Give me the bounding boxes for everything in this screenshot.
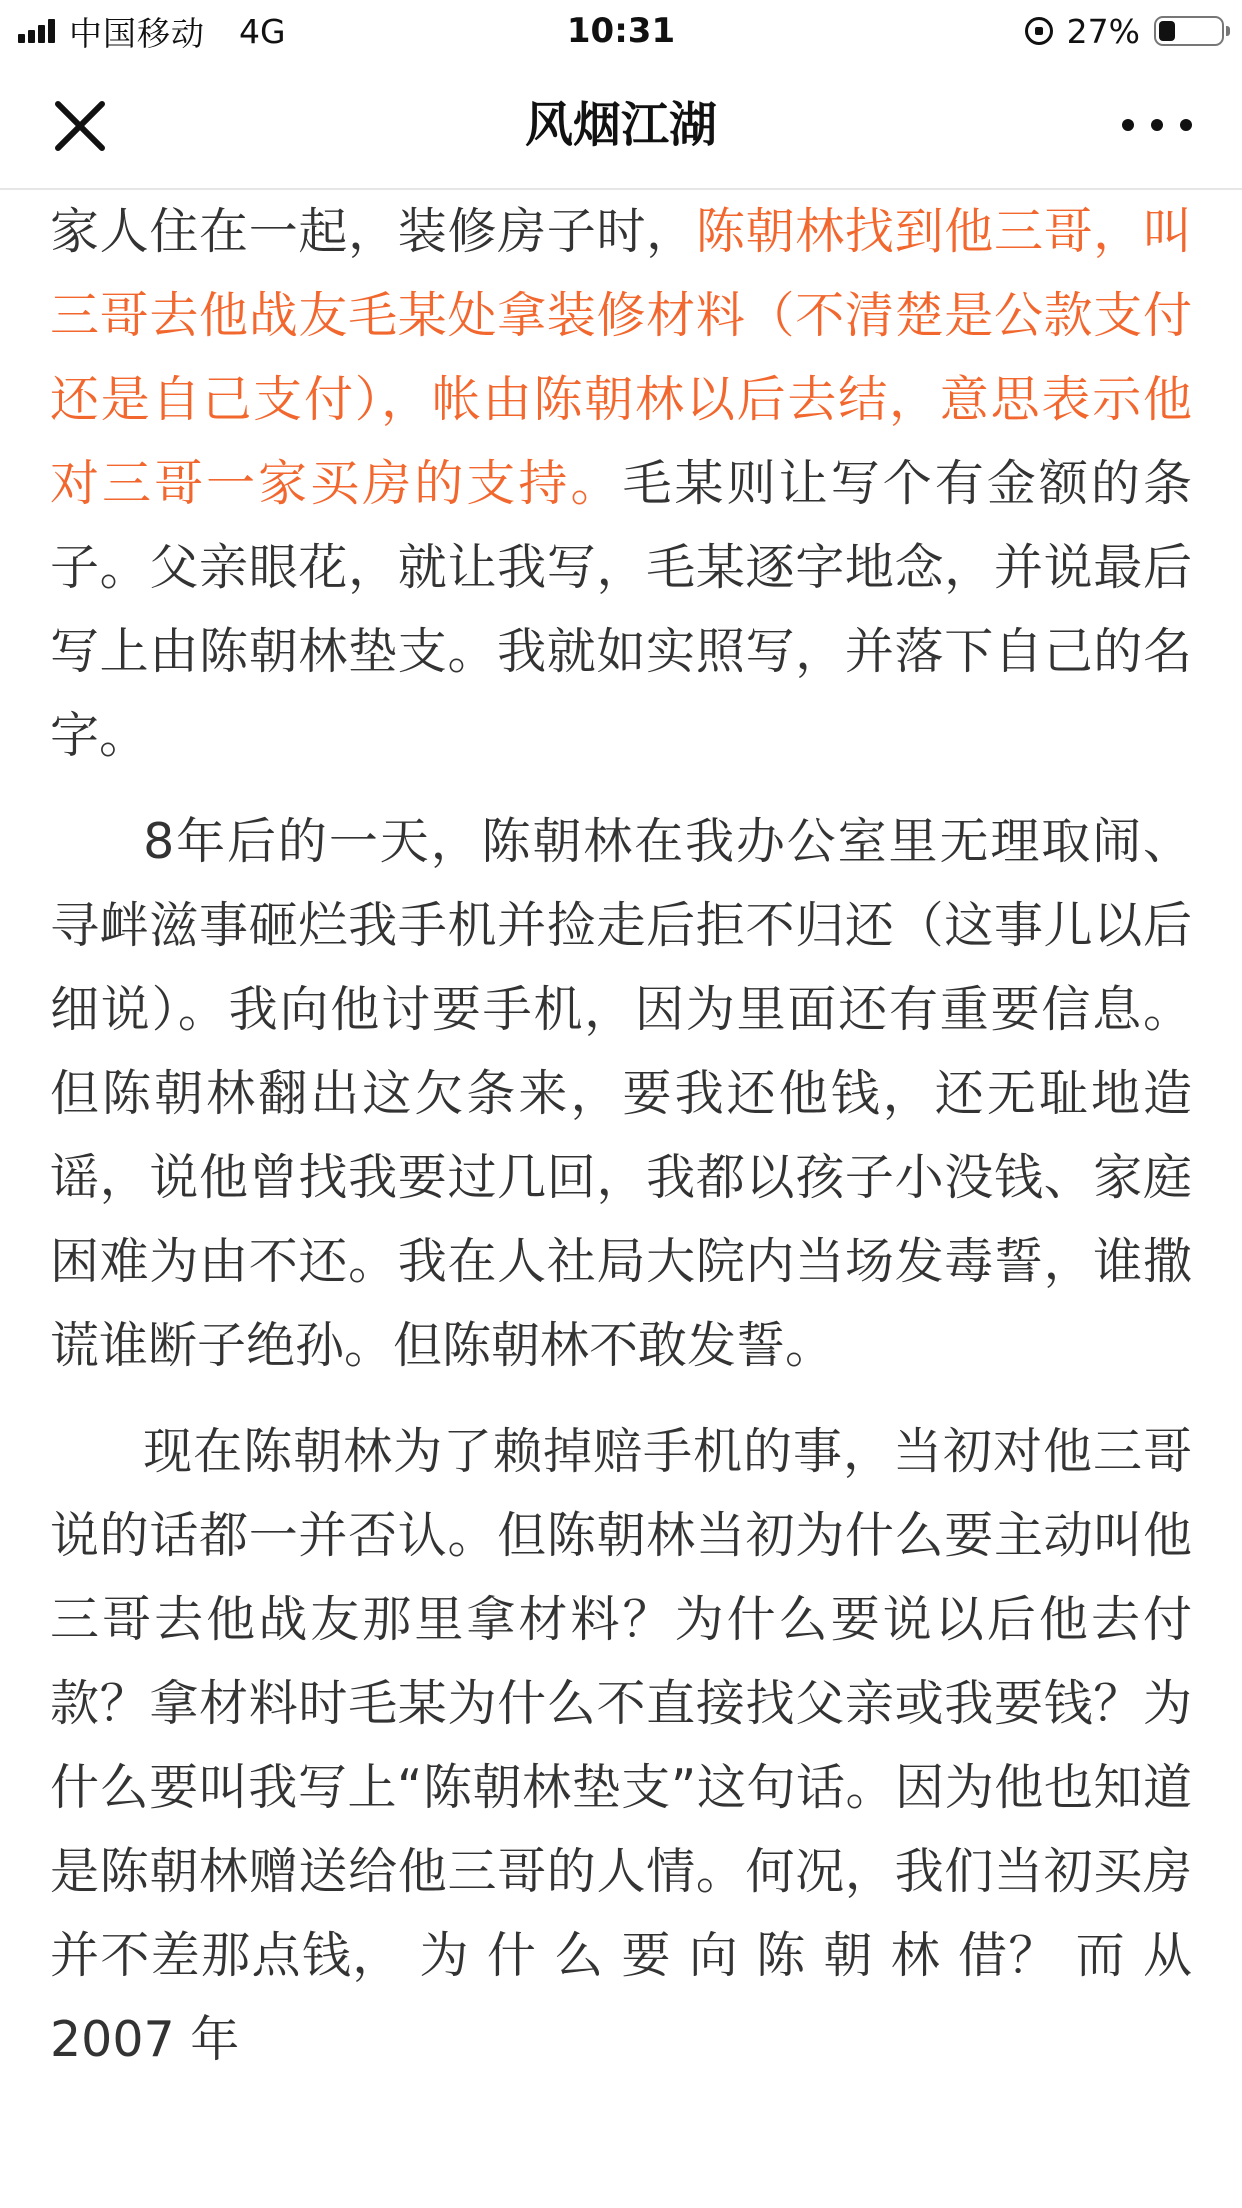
status-time: 10:31 — [566, 11, 676, 51]
paragraph-2: 8年后的一天，陈朝林在我办公室里无理取闹、寻衅滋事砸烂我手机并捡走后拒不归还（这事儿以后细说）。我向他讨要手机，因为里面还有重要信息。但陈朝林翻出这欠条来，要我还他钱，还无耻地造谣，说他曾找我要过几回，我都以孩子小没钱、家庭困难为由不还。我在人社局大院内当场发毒誓，谁撒谎谁断子绝孙。但陈朝林不敢发誓。 — [50, 813, 1192, 1374]
more-button[interactable] — [1122, 100, 1192, 150]
article-body — [50, 190, 1192, 2082]
more-dot — [1122, 119, 1134, 131]
paragraph-1-continued: 毛某则让写个有金额的条子。父亲眼花，就让我写，毛某逐字地念，并说最后写上由陈朝林垫支。我就如实照写，并落下自己的名字。 — [50, 455, 1192, 764]
paragraph-1-text: 家人住在一起，装修房子时， — [50, 203, 696, 260]
status-right — [1025, 8, 1224, 54]
battery-level — [1159, 21, 1175, 41]
page-title: 风烟江湖 — [524, 97, 717, 153]
more-dot — [1151, 119, 1163, 131]
more-dot — [1180, 119, 1192, 131]
status-bar — [0, 0, 1242, 62]
battery-percent: 27% — [1066, 11, 1140, 51]
network-type: 4G — [239, 11, 286, 51]
nav-bar — [0, 62, 1242, 190]
rotation-lock-icon — [1025, 17, 1053, 45]
highlighted-text: 陈朝林找到他三哥，叫三哥去他战友毛某处拿装修材料（不清楚是公款支付还是自己支付），帐由陈朝林以后去结，意思表示他对三哥一家买房的支持。 — [50, 203, 1192, 512]
carrier-name: 中国移动 — [69, 13, 205, 53]
battery-icon — [1154, 16, 1224, 46]
paragraph-1 — [50, 190, 1192, 778]
paragraph-3: 现在陈朝林为了赖掉赔手机的事，当初对他三哥说的话都一并否认。但陈朝林当初为什么要主动叫他三哥去他战友那里拿材料？为什么要说以后他去付款？拿材料时毛某为什么不直接找父亲或我要钱？为什么要叫我写上“陈朝林垫支”这句话。因为他也知道是陈朝林赠送给他三哥的人情。何况，我们当初买房并不差那点钱， 为 什 么 要 向 陈 朝 林 借？ 而 从 2007 年 — [50, 1423, 1192, 2068]
